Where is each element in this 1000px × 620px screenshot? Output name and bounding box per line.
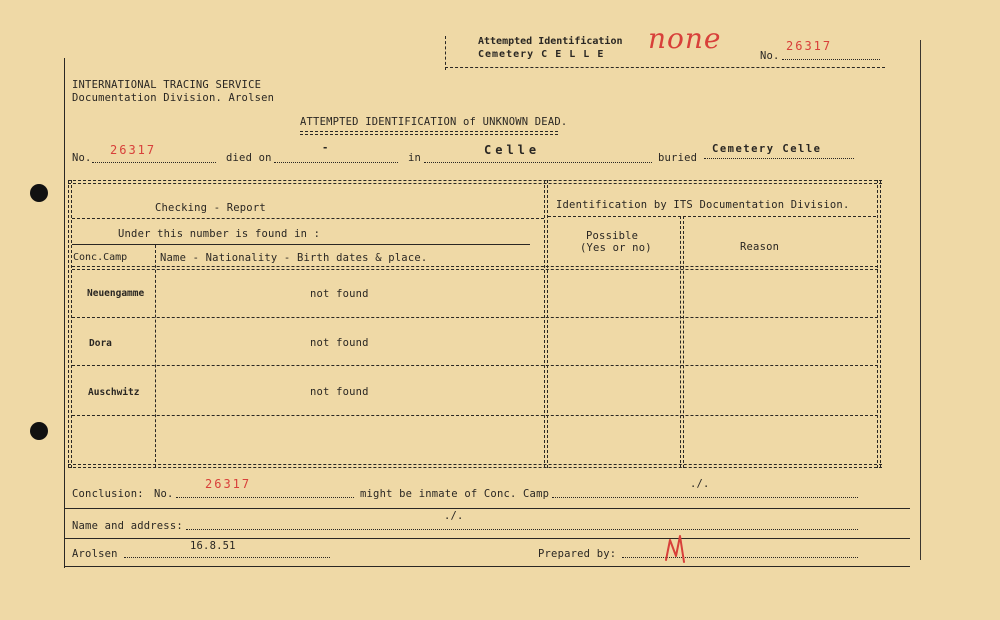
punch-hole-top: [30, 184, 48, 202]
frame-right-line: [920, 40, 921, 560]
handwritten-initial-mark: [662, 530, 690, 566]
info-buried-value: Cemetery Celle: [712, 143, 822, 155]
row-2-result: not found: [310, 337, 369, 349]
conclusion-rule: [64, 508, 910, 509]
org-division: Documentation Division. Arolsen: [72, 92, 275, 104]
info-in-dots: [424, 162, 652, 163]
table-right-border: [877, 180, 881, 468]
conclusion-no-label: No.: [154, 488, 174, 500]
footer-rule: [64, 566, 910, 567]
header-bottom-line: [72, 266, 878, 270]
punch-hole-bottom: [30, 422, 48, 440]
col-header-name: Name - Nationality - Birth dates & place.: [160, 252, 428, 264]
conclusion-inmate-label: might be inmate of Conc. Camp: [360, 488, 550, 500]
info-in-value: Celle: [484, 143, 541, 157]
footer-prepared-dots: [622, 557, 858, 558]
title-underline: [300, 131, 558, 135]
header-attempted-identification: Attempted Identification: [478, 36, 623, 47]
info-buried-label: buried: [658, 152, 698, 164]
row-separator-1: [72, 317, 878, 318]
header-handwritten-none: none: [648, 22, 722, 55]
its-identification-header: Identification by ITS Documentation Division.: [556, 199, 850, 211]
conclusion-no-value: 26317: [205, 477, 252, 491]
table-possible-divider: [680, 216, 684, 468]
page-title: ATTEMPTED IDENTIFICATION of UNKNOWN DEAD.: [300, 116, 568, 128]
header-box-left-border: [445, 36, 446, 70]
info-died-on-dots: [274, 162, 398, 163]
header-no-label: No.: [760, 50, 780, 62]
table-left-border: [68, 180, 72, 468]
conclusion-label: Conclusion:: [72, 488, 144, 500]
info-died-on-label: died on: [226, 152, 272, 164]
conclusion-inmate-value: ./.: [690, 478, 710, 490]
info-no-value: 26317: [110, 143, 157, 157]
found-in-header: Under this number is found in :: [118, 228, 321, 240]
row-3-camp: Auschwitz: [88, 387, 140, 398]
row-1-result: not found: [310, 288, 369, 300]
conclusion-inmate-dots: [552, 497, 858, 498]
footer-date: 16.8.51: [190, 540, 236, 552]
header-no-dots: [782, 59, 880, 60]
row-1-camp: Neuengamme: [87, 288, 145, 299]
footer-date-dots: [124, 557, 330, 558]
info-buried-dots: [704, 158, 854, 159]
org-name: INTERNATIONAL TRACING SERVICE: [72, 79, 262, 91]
header-no-value: 26317: [786, 39, 833, 53]
footer-place: Arolsen: [72, 548, 118, 560]
table-camp-divider: [155, 245, 156, 467]
found-in-underline: [72, 244, 530, 245]
footer-prepared-label: Prepared by:: [538, 548, 617, 560]
col-header-camp: Conc.Camp: [73, 252, 128, 263]
header-row-line-right: [548, 216, 876, 217]
header-cemetery-celle: Cemetery C E L L E: [478, 49, 605, 60]
col-header-possible-2: (Yes or no): [580, 242, 652, 254]
row-separator-2: [72, 365, 878, 366]
info-no-label: No.: [72, 152, 92, 164]
info-in-label: in: [408, 152, 422, 164]
header-row-line-left: [72, 218, 544, 219]
row-2-camp: Dora: [89, 338, 112, 349]
name-address-label: Name and address:: [72, 520, 183, 532]
info-died-on-value: -: [322, 142, 330, 154]
conclusion-no-dots: [176, 497, 354, 498]
row-separator-3: [72, 415, 878, 416]
header-box-bottom-border: [445, 67, 885, 68]
frame-left-line: [64, 58, 65, 568]
col-header-possible-1: Possible: [586, 230, 639, 242]
name-address-dots: [186, 529, 858, 530]
name-address-rule: [64, 538, 910, 539]
name-address-value: ./.: [444, 510, 464, 522]
info-no-dots: [92, 162, 216, 163]
col-header-reason: Reason: [740, 241, 780, 253]
checking-report-header: Checking - Report: [155, 202, 266, 214]
table-top-border: [68, 180, 882, 184]
table-section-divider: [544, 180, 548, 468]
row-3-result: not found: [310, 386, 369, 398]
table-bottom-border: [68, 464, 882, 468]
